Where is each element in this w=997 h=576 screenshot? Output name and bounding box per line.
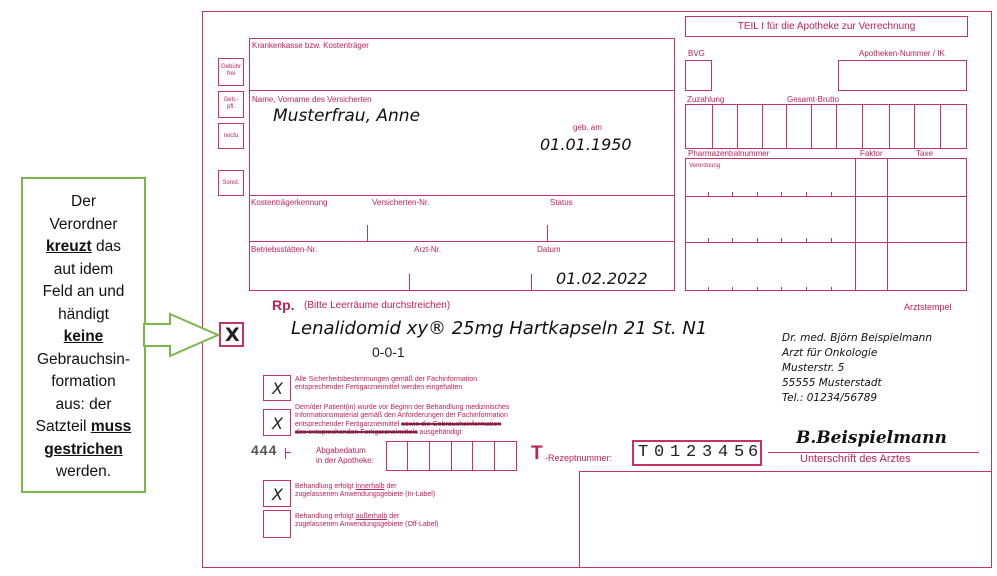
- verordnung-label: Verordnung: [689, 163, 721, 169]
- callout-line: Satzteil: [35, 418, 91, 435]
- gebuehrfrei-label-1: Gebühr: [220, 64, 241, 70]
- checkbox-info-text-4b: ausgehändigt: [417, 429, 462, 437]
- doctor-title: Arzt für Onkologie: [782, 347, 878, 359]
- callout-line: Der: [71, 193, 96, 210]
- t-digit: 5: [734, 443, 745, 462]
- t-digit: 3: [702, 443, 713, 462]
- cb3-text-2: zugelassenen Anwendungsgebiete (In-Label): [295, 491, 436, 499]
- teil1-header: [685, 16, 968, 37]
- aut-idem-box[interactable]: [219, 322, 244, 347]
- betriebsstaetten-nr-label: Betriebsstätten-Nr.: [251, 245, 318, 254]
- struck-text-gebrauchsinformation: sowie die Gebrauchsinformation: [401, 420, 502, 428]
- callout-arrow: [142, 312, 222, 358]
- abgabedatum-label-2: in der Apotheke:: [316, 456, 374, 465]
- callout-emph-keine: keine: [63, 328, 104, 345]
- sonstige-label: Sonst.: [222, 180, 240, 186]
- checkbox-off-label[interactable]: [263, 510, 291, 538]
- t-letter: T: [531, 443, 543, 464]
- t-digit: 4: [718, 443, 729, 462]
- doctor-city: 55555 Musterstadt: [782, 377, 882, 389]
- checkbox-info-text-2: Informationsmaterial gemäß den Anforderungen der Fachinformation: [295, 412, 508, 420]
- abgabedatum-label-1: Abgabedatum: [316, 446, 366, 455]
- gebuehrfrei-label-2: frei: [226, 71, 236, 77]
- patient-birthdate: 01.01.1950: [540, 135, 632, 154]
- drug-name: Lenalidomid xy® 25mg Hartkapseln 21 St. N1: [291, 318, 708, 339]
- cb3-text-a: Behandlung erfolgt: [295, 483, 356, 490]
- krankenkasse-label: Krankenkasse bzw. Kostenträger: [252, 41, 369, 50]
- datum-label: Datum: [537, 245, 561, 254]
- apotheken-nr-label: Apotheken-Nummer / IK: [859, 49, 945, 58]
- geb-am-label: geb. am: [573, 123, 602, 132]
- kostentraegerkennung-label: Kostenträgerkennung: [251, 198, 328, 207]
- teil1-title: TEIL I für die Apotheke zur Verrechnung: [737, 21, 916, 32]
- callout-line: werden.: [55, 463, 112, 480]
- arztstempel-label: Arztstempel: [904, 302, 952, 312]
- apotheken-nr-field[interactable]: [838, 60, 967, 91]
- taxe-label: Taxe: [916, 149, 933, 158]
- callout-line: aus: der: [55, 395, 112, 413]
- t-digit: 1: [670, 443, 681, 462]
- noctu-box[interactable]: [218, 123, 244, 149]
- rp-hint: (Bitte Leerräume durchstreichen): [304, 300, 451, 311]
- gebpfl-label-2: pfl.: [226, 104, 235, 110]
- gebuehrpflichtig-box[interactable]: [218, 91, 244, 118]
- gesamt-brutto-label: Gesamt-Brutto: [787, 95, 840, 104]
- callout-line: das: [91, 238, 121, 255]
- doctor-phone: Tel.: 01234/56789: [782, 392, 878, 404]
- versicherten-nr-label: Versicherten-Nr.: [372, 198, 430, 207]
- callout-line: Verordner: [49, 215, 118, 233]
- checkbox-sicherheit-text-2: entsprechender Fertigarzneimittel werden eingehalten: [295, 384, 463, 392]
- cb4-text-c: der: [387, 513, 400, 520]
- sonstige-box[interactable]: [218, 170, 244, 196]
- zuzahlung-grid[interactable]: [685, 104, 967, 149]
- t-digit: T: [638, 443, 649, 462]
- name-label: Name, Vorname des Versicherten: [252, 95, 372, 104]
- callout-line: aut idem: [53, 260, 114, 278]
- doctor-stamp: [782, 331, 932, 406]
- t-digit: 6: [748, 443, 759, 462]
- zuzahlung-label: Zuzahlung: [687, 95, 725, 104]
- t-digit: 2: [686, 443, 697, 462]
- noctu-label: noctu: [223, 133, 239, 139]
- callout-line: formation: [51, 373, 116, 390]
- checkbox-info-text-1: Dem/der Patient(in) wurde vor Beginn der Behandlung medizinisches: [295, 404, 510, 411]
- callout-box: [21, 177, 146, 493]
- rp-label: Rp.: [272, 297, 295, 313]
- prescription-date: 01.02.2022: [556, 269, 648, 288]
- bvg-label: BVG: [688, 49, 705, 58]
- callout-line: Gebrauchsin-: [36, 350, 131, 368]
- t-rezeptnummer-label: -Rezeptnummer:: [545, 453, 613, 463]
- status-label: Status: [550, 198, 573, 207]
- callout-emph-gestrichen: gestrichen: [44, 440, 123, 458]
- dosage: 0-0-1: [372, 344, 405, 360]
- checkbox-in-label[interactable]: [263, 480, 291, 507]
- callout-line: händigt: [58, 305, 109, 323]
- patient-name: Musterfrau, Anne: [273, 106, 421, 126]
- code-444: 444: [251, 442, 278, 458]
- checkbox-informationsmaterial-mark: X: [272, 414, 283, 433]
- cb3-text-c: der: [384, 483, 397, 490]
- t-rezeptnummer-field[interactable]: [632, 440, 762, 466]
- doctor-signature: B.Beispielmann: [796, 428, 947, 448]
- pzn-label: Pharmazentralnummer: [688, 149, 770, 158]
- bvg-field[interactable]: [685, 60, 712, 91]
- cb3-text-b: innerhalb: [355, 483, 385, 490]
- callout-emph-muss: muss: [90, 418, 132, 435]
- gebuehrfrei-box[interactable]: [218, 58, 244, 86]
- struck-text-fertigarzneimittel: des entsprechenden Fertigarzneimittels: [295, 429, 418, 437]
- faktor-label: Faktor: [860, 149, 883, 158]
- checkbox-informationsmaterial[interactable]: [263, 409, 291, 436]
- cb4-text-a: Behandlung erfolgt: [295, 513, 356, 520]
- checkbox-sicherheit-text-1: Alle Sicherheitsbestimmungen gemäß der Fachinformation: [295, 376, 478, 383]
- checkbox-sicherheit[interactable]: [263, 375, 291, 401]
- unterschrift-label: Unterschrift des Arztes: [800, 453, 911, 465]
- doctor-street: Musterstr. 5: [782, 362, 845, 374]
- arzt-nr-label: Arzt-Nr.: [414, 245, 442, 254]
- verordnung-grid[interactable]: [685, 158, 967, 291]
- aut-idem-mark: X: [225, 324, 240, 346]
- gebpfl-label-1: Geb.-: [223, 97, 239, 103]
- checkbox-info-text-3a: entsprechender Fertigarzneimittel: [295, 420, 402, 428]
- cb4-text-b: außerhalb: [355, 513, 388, 520]
- checkbox-in-label-mark: X: [272, 485, 283, 504]
- callout-line: Feld an und: [42, 283, 125, 300]
- t-digit: 0: [654, 443, 665, 462]
- callout-emph-kreuzt: kreuzt: [46, 238, 92, 255]
- doctor-name: Dr. med. Björn Beispielmann: [782, 332, 932, 344]
- checkbox-sicherheit-mark: X: [272, 379, 283, 398]
- cb4-text-2: zugelassenen Anwendungsgebiete (Off-Label): [295, 521, 439, 529]
